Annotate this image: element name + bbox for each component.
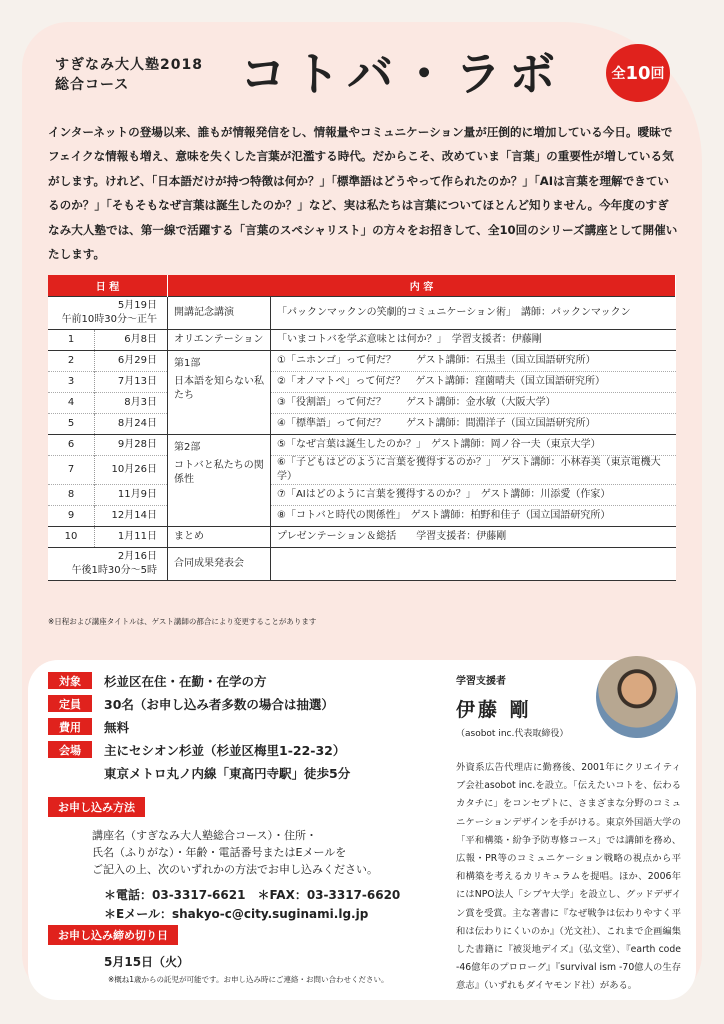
- part2-body: コトバと私たちの関係性: [174, 460, 264, 485]
- part2-category: [168, 435, 271, 527]
- header-date: 日 程: [48, 275, 168, 297]
- schedule-note: ※日程および講座タイトルは、ゲスト講師の都合により変更することがあります: [48, 617, 317, 626]
- target-value: 杉並区在住・在勤・在学の方: [104, 674, 267, 689]
- session-num: 10: [48, 527, 95, 548]
- table-row: [48, 527, 676, 548]
- table-row: [48, 506, 676, 527]
- session-num: 3: [48, 372, 95, 393]
- session-date: 8月24日: [95, 414, 168, 435]
- childcare-note: ※概ね1歳からの託児が可能です。お申し込み時にご連絡・お問い合わせください。: [108, 975, 389, 984]
- session-content: ①「ニホンゴ」って何だ？ ゲスト講師：石黒圭（国立国語研究所）: [271, 351, 676, 372]
- part1-body: 日本語を知らない私たち: [174, 376, 264, 401]
- part2-title: 第2部: [174, 442, 201, 453]
- avatar: [596, 656, 678, 738]
- info-target: [48, 672, 448, 691]
- series-label: [55, 55, 203, 95]
- sessions-badge: [606, 44, 670, 102]
- final-date-cell: [48, 548, 168, 581]
- table-row: [48, 330, 676, 351]
- badge-suffix: 回: [650, 66, 665, 82]
- table-row: [48, 297, 676, 330]
- table-row: [48, 414, 676, 435]
- info-capacity: [48, 695, 448, 714]
- capacity-label: 定員: [48, 695, 92, 712]
- session-num: 1: [48, 330, 95, 351]
- badge-prefix: 全: [611, 66, 626, 82]
- table-header: [48, 275, 676, 297]
- info-fee: [48, 718, 448, 737]
- session-num: 4: [48, 393, 95, 414]
- fee-label: 費用: [48, 718, 92, 735]
- supporter-label: 学習支援者: [456, 676, 506, 687]
- table-row: [48, 548, 676, 581]
- supporter-title: （asobot inc.代表取締役）: [456, 729, 569, 739]
- session-content: ⑦「AIはどのように言葉を獲得するのか？」 ゲスト講師：川添愛（作家）: [271, 485, 676, 506]
- session-num: 5: [48, 414, 95, 435]
- badge-number: 10: [625, 62, 651, 84]
- opening-time: 午前10時30分～正午: [61, 314, 157, 325]
- session-date: 1月11日: [95, 527, 168, 548]
- contact-phone-fax: ＊電話：03-3317-6621 ＊FAX：03-3317-6620: [104, 888, 401, 902]
- session-date: 8月3日: [95, 393, 168, 414]
- capacity-value: 30名（お申し込み者多数の場合は抽選）: [104, 697, 334, 712]
- header-content: 内 容: [168, 275, 676, 297]
- session-content: ④「標準語」って何だ？ ゲスト講師：間淵洋子（国立国語研究所）: [271, 414, 676, 435]
- session-content: ⑧「コトバと時代の関係性」 ゲスト講師：柏野和佳子（国立国語研究所）: [271, 506, 676, 527]
- final-category: 合同成果発表会: [168, 548, 271, 581]
- session-content: プレゼンテーション＆総括 学習支援者：伊藤剛: [271, 527, 676, 548]
- target-label: 対象: [48, 672, 92, 689]
- session-content: ②「オノマトペ」って何だ？ ゲスト講師：窪薗晴夫（国立国語研究所）: [271, 372, 676, 393]
- contact-email[interactable]: ＊Eメール：shakyo-c@city.suginami.lg.jp: [104, 907, 369, 921]
- deadline-date: 5月15日（火）: [104, 955, 190, 969]
- table-row: [48, 372, 676, 393]
- session-num: 7: [48, 456, 95, 485]
- page-title: コトバ・ラボ: [240, 47, 564, 101]
- session-date: 12月14日: [95, 506, 168, 527]
- session-category: まとめ: [168, 527, 271, 548]
- final-time: 午後1時30分～5時: [71, 565, 157, 576]
- fee-value: 無料: [104, 720, 130, 735]
- session-num: 9: [48, 506, 95, 527]
- session-date: 11月9日: [95, 485, 168, 506]
- supporter-bio: 外資系広告代理店に勤務後、2001年にクリエイティブ会社asobot inc.を設立。「伝えたいコトを、伝わるカタチに」をコンセプトに、さまざまな分野のコミュニケーションデザインを手がける。東京外国語大学の「平和構築・紛争予防専修コース」では講師を務め、広報・PR等のコミュニケーション戦略の視点から平和構築を考えるカリキュラムを提唱。ほか、2006年にはNPO法人「シブヤ大学」を設立し、グッドデザイン賞を受賞。主な著書に『なぜ戦争は伝わりやすく平和は伝わりにくいのか』（光文社）、これまで企画編集した書籍に『被災地デイズ』（弘文堂）、『earth code -46億年のプロローグ』『survival ism -70億人の生存意志』（いずれもダイヤモンド社）がある。: [456, 762, 681, 992]
- session-content: ⑥「子どもはどのように言葉を獲得するのか？」 ゲスト講師：小林春美（東京電機大学）: [271, 456, 676, 485]
- info-venue: [48, 741, 448, 760]
- session-content: ⑤「なぜ言葉は誕生したのか？」 ゲスト講師：岡ノ谷一夫（東京大学）: [271, 435, 676, 456]
- session-num: 2: [48, 351, 95, 372]
- table-row: [48, 456, 676, 485]
- venue-access: 東京メトロ丸ノ内線「東高円寺駅」徒歩5分: [104, 766, 351, 781]
- venue-value: 主にセシオン杉並（杉並区梅里1-22-32）: [104, 743, 346, 758]
- opening-date: 5月19日: [117, 300, 157, 311]
- session-content: 「いまコトバを学ぶ意味とは何か？」 学習支援者：伊藤剛: [271, 330, 676, 351]
- apply-heading: お申し込み方法: [48, 797, 145, 817]
- venue-label: 会場: [48, 741, 92, 758]
- session-date: 6月29日: [95, 351, 168, 372]
- session-date: 7月13日: [95, 372, 168, 393]
- part1-title: 第1部: [174, 358, 201, 369]
- deadline-heading: お申し込み締め切り日: [48, 925, 178, 945]
- apply-section: [48, 796, 448, 924]
- part1-category: [168, 351, 271, 435]
- course-name: 総合コース: [55, 77, 130, 93]
- session-num: 6: [48, 435, 95, 456]
- session-date: 9月28日: [95, 435, 168, 456]
- supporter-name: 伊藤 剛: [456, 699, 532, 721]
- session-content: ③「役割語」って何だ？ ゲスト講師：金水敏（大阪大学）: [271, 393, 676, 414]
- table-row: [48, 393, 676, 414]
- table-row: [48, 435, 676, 456]
- apply-line: ご記入の上、次のいずれかの方法でお申し込みください。: [92, 863, 378, 876]
- intro-text: インターネットの登場以来、誰もが情報発信をし、情報量やコミュニケーション量が圧倒的に増加している今日。曖昧でフェイクな情報も増え、意味を失くした言葉が氾濫する時代。だからこそ、改めていま「言葉」の重要性が増している気がします。けれど、「日本語だけが持つ特徴は何か？」「標準語はどうやって作られたのか？」「AIは言葉を理解できているのか？」「そもそもなぜ言葉は誕生したのか？」など、実は私たちは言葉についてほとんど知りません。今年度のすぎなみ大人塾では、第一線で活躍する「言葉のスペシャリスト」の方々をお招きして、全10回のシリーズ講座として開催いたします。: [48, 125, 678, 262]
- supporter-profile: [456, 672, 681, 996]
- apply-line: 氏名（ふりがな）・年齢・電話番号またはEメールを: [92, 846, 347, 859]
- final-content: [271, 548, 676, 581]
- series-name: すぎなみ大人塾2018: [55, 57, 203, 73]
- schedule-table: [48, 275, 676, 581]
- table-row: [48, 351, 676, 372]
- course-info: [48, 672, 448, 782]
- deadline-section: [48, 924, 448, 970]
- final-date: 2月16日: [117, 551, 157, 562]
- table-row: [48, 485, 676, 506]
- opening-date-cell: [48, 297, 168, 330]
- apply-instructions: [92, 827, 448, 878]
- session-date: 6月8日: [95, 330, 168, 351]
- session-date: 10月26日: [95, 456, 168, 485]
- opening-content: 「パックンマックンの笑劇的コミュニケーション術」 講師：パックンマックン: [271, 297, 676, 330]
- session-num: 8: [48, 485, 95, 506]
- contact-info: [104, 886, 448, 924]
- session-category: オリエンテーション: [168, 330, 271, 351]
- apply-line: 講座名（すぎなみ大人塾総合コース）・住所・: [92, 829, 317, 842]
- opening-category: 開講記念講演: [168, 297, 271, 330]
